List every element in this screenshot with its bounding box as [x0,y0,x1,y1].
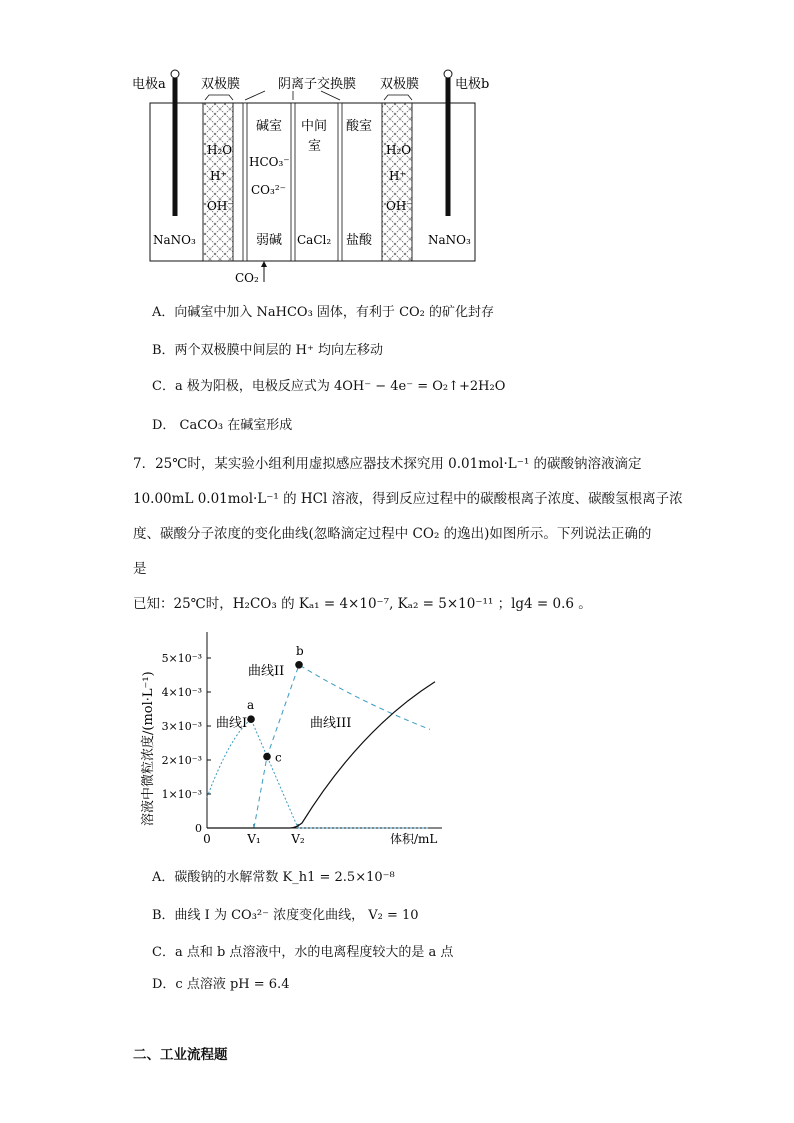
base-room-weak-base: 弱碱 [256,233,283,248]
q7-stem-line1: 7．25℃时，某实验小组利用虚拟感应器技术探究用 0.01mol·L⁻¹ 的碳酸钠溶液滴定 [133,456,642,472]
point-a-label: a [247,698,255,713]
base-room-co3: CO₃²⁻ [251,183,286,197]
y-tick-label: 4×10⁻³ [161,686,202,699]
q6-option-b: B．两个双极膜中间层的 H⁺ 均向左移动 [152,343,384,358]
concentration-chart [130,626,450,846]
x-axis-label: 体积/mL [390,832,438,846]
bipolar-left-ohminus: OH⁻ [207,199,234,213]
curve-II-label: 曲线II [248,664,285,679]
q7-stem-line3: 度、碳酸分子浓度的变化曲线(忽略滴定过程中 CO₂ 的逸出)如图所示。下列说法正确的 [133,526,652,542]
middle-room-title-1: 中间 [301,119,328,134]
q7-known-constants: 已知：25℃时，H₂CO₃ 的 Kₐ₁ = 4×10⁻⁷, Kₐ₂ = 5×10⁻¹¹ ；lg4 = 0.6 。 [133,596,592,612]
electrode-b-terminal [444,70,452,78]
curve-III-line [207,682,435,828]
middle-room-title-2: 室 [308,139,322,154]
anion-membrane-3 [338,103,342,261]
bipolar-left-h2o: H₂O [207,143,233,157]
q6-option-a: A．向碱室中加入 NaHCO₃ 固体，有利于 CO₂ 的矿化封存 [152,305,495,320]
q7-option-a: A．碳酸钠的水解常数 K_h1 = 2.5×10⁻⁸ [152,870,395,885]
bipolar-right-ohminus: OH⁻ [386,199,413,213]
section-heading-industrial-flow: 二、工业流程题 [133,1047,228,1063]
y-tick-label: 2×10⁻³ [161,754,202,767]
q6-option-c: C．a 极为阳极，电极反应式为 4OH⁻ − 4e⁻ = O₂↑+2H₂O [152,379,506,394]
electrolysis-diagram [125,64,505,289]
electrode-a-label: 电极a [132,77,166,92]
middle-room-cacl2: CaCl₂ [297,233,332,247]
q7-option-b: B．曲线 I 为 CO₃²⁻ 浓度变化曲线， V₂ = 10 [152,908,419,923]
co2-arrowhead [261,261,267,267]
point-b-label: b [296,643,304,658]
bipolar-right-hplus: H⁺ [389,169,406,183]
point-b [295,661,303,669]
base-room-title: 碱室 [256,119,283,134]
bipolar-left-hplus: H⁺ [210,169,227,183]
base-room-hco3: HCO₃⁻ [249,155,290,169]
q7-stem-line4: 是 [133,561,147,577]
q7-stem-line2: 10.00mL 0.01mol·L⁻¹ 的 HCl 溶液，得到反应过程中的碳酸根离子浓度、碳酸氢根离子浓 [133,491,683,507]
bipolar-right-label: 双极膜 [380,77,420,92]
y-tick-label: 3×10⁻³ [161,720,202,733]
anion-membrane-2 [291,103,295,261]
y-axis-label: 溶液中微粒浓度/(mol·L⁻¹) [141,671,156,826]
curve-III-label: 曲线III [310,716,352,731]
left-solution-label: NaNO₃ [153,233,196,247]
anion-membrane-1 [243,103,247,261]
curve-I-label: 曲线I [216,716,248,731]
right-solution-label: NaNO₃ [428,233,471,247]
point-c-label: c [275,750,282,765]
y-tick-label: 5×10⁻³ [161,652,202,665]
q7-option-c: C．a 点和 b 点溶液中，水的电离程度较大的是 a 点 [152,945,454,960]
electrode-a-terminal [171,70,179,78]
co2-inlet-label: CO₂ [235,271,259,285]
bipolar-left-label: 双极膜 [201,77,241,92]
point-a [247,715,255,723]
bipolar-right-h2o: H₂O [386,143,412,157]
acid-room-title: 酸室 [346,119,373,134]
electrode-b-label: 电极b [455,77,490,92]
curve-I-line [207,719,298,828]
y-tick-label: 0 [195,822,202,835]
acid-room-hcl: 盐酸 [346,233,373,248]
x-tick-label: 0 [203,832,211,846]
x-tick-label: V₁ [247,832,261,846]
x-tick-label: V₂ [291,832,305,846]
curve-II-line [254,665,430,828]
y-tick-label: 1×10⁻³ [161,788,202,801]
anion-membrane-label: 阴离子交换膜 [278,77,357,92]
bipolar-left-bracket [205,95,233,100]
q6-option-d: D． CaCO₃ 在碱室形成 [152,418,293,433]
bipolar-right-bracket [384,95,412,100]
anion-membrane-pointers [245,91,340,100]
point-c [263,753,271,761]
q7-option-d: D．c 点溶液 pH = 6.4 [152,977,290,992]
